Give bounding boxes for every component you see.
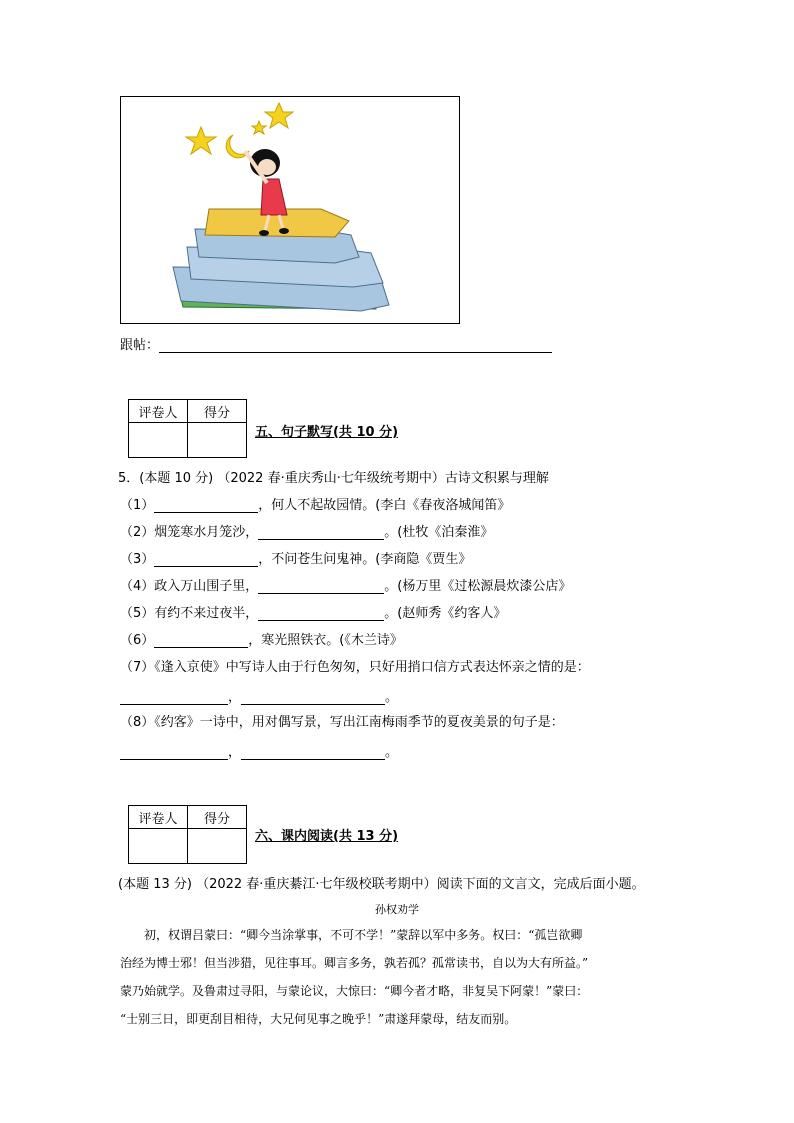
fill-item	[120, 629, 571, 656]
item-before: 烟笼寒水月笼沙，	[154, 525, 259, 540]
score-cell[interactable]	[188, 423, 247, 458]
postscript-blank[interactable]	[159, 338, 552, 353]
star-icon	[252, 121, 266, 134]
answer-blank[interactable]	[120, 690, 228, 705]
postscript-line	[120, 334, 552, 353]
score-cell[interactable]	[188, 829, 247, 864]
answer-blank[interactable]	[241, 745, 385, 760]
passage-line: 初，权谓吕蒙曰：“卿今当涂掌事，不可不学！”蒙辞以军中多务。权曰：“孤岂欲卿	[120, 928, 583, 942]
item-after: 。(杜牧《泊秦淮》	[384, 525, 494, 540]
answer-blank[interactable]	[120, 745, 228, 760]
item-after: 。(杨万里《过松源晨炊漆公店》	[384, 579, 572, 594]
illustration-frame	[120, 96, 460, 324]
passage-line: 蒙乃始就学。及鲁肃过寻阳，与蒙论议，大惊曰：“卿今者才略，非复吴下阿蒙！”蒙曰：	[120, 984, 589, 998]
answer-blank[interactable]	[154, 633, 248, 648]
fill-item	[120, 602, 571, 629]
item-number: （3）	[120, 552, 155, 567]
passage-title: 孙权劝学	[375, 903, 419, 916]
question5-header: 5．(本题 10 分) （2022 春·重庆秀山·七年级统考期中）古诗文积累与理解	[118, 471, 549, 486]
passage-body	[120, 921, 680, 1033]
period: 。	[385, 745, 399, 760]
section5-score-table	[128, 399, 247, 458]
comma: ，	[228, 745, 242, 760]
item-number: （4）	[120, 579, 155, 594]
item7-text: （7）《逢入京使》中写诗人由于行色匆匆，只好用捎口信方式表达怀亲之情的是：	[120, 660, 590, 675]
fill-item	[120, 494, 571, 521]
item-after: ，不问苍生问鬼神。(李商隐《贾生》	[258, 552, 472, 567]
grader-cell[interactable]	[129, 829, 188, 864]
girl-shoe	[279, 228, 289, 234]
answer-blank[interactable]	[154, 552, 258, 567]
period: 。	[385, 690, 399, 705]
score-label: 得分	[188, 400, 247, 423]
score-label: 得分	[188, 806, 247, 829]
section5-title: 五、句子默写(共 10 分)	[255, 425, 399, 440]
star-icon	[186, 127, 216, 154]
answer-blank[interactable]	[154, 498, 258, 513]
comma: ，	[228, 690, 242, 705]
answer-blank[interactable]	[258, 606, 384, 621]
question6-header: (本题 13 分) （2022 春·重庆綦江·七年级校联考期中）阅读下面的文言文，完成后面小题。	[118, 877, 645, 892]
fill-item	[120, 521, 571, 548]
item8-text: （8）《约客》一诗中，用对偶写景，写出江南梅雨季节的夏夜美景的句子是：	[120, 715, 564, 730]
item-number: （2）	[120, 525, 155, 540]
item-before: 有约不来过夜半，	[154, 606, 259, 621]
passage-line: “士别三日，即更刮目相待，大兄何见事之晚乎！”肃遂拜蒙母，结友而别。	[120, 1012, 517, 1026]
answer-blank[interactable]	[241, 690, 385, 705]
item-after: 。(赵师秀《约客人》	[384, 606, 507, 621]
item-number: （6）	[120, 633, 155, 648]
item-after: ，何人不起故园情。(李白《春夜洛城闻笛》	[258, 498, 511, 513]
fill-item	[120, 548, 571, 575]
section6-score-table	[128, 805, 247, 864]
item-after: ，寒光照铁衣。(《木兰诗》	[248, 633, 403, 648]
postscript-label: 跟帖：	[120, 338, 160, 353]
grader-label: 评卷人	[129, 400, 188, 423]
fill-item	[120, 575, 571, 602]
grader-cell[interactable]	[129, 423, 188, 458]
grader-label: 评卷人	[129, 806, 188, 829]
item8-answer	[120, 741, 398, 760]
girl-shoe	[259, 230, 269, 236]
section5-items	[120, 494, 571, 656]
passage-line: 治经为博士邪！但当涉猎，见往事耳。卿言多务，孰若孤？孤常读书，自以为大有所益。”	[120, 956, 589, 970]
girl-dress	[261, 179, 287, 215]
girl-on-books-illustration	[121, 97, 459, 323]
star-icon	[265, 103, 293, 128]
section6-title: 六、课内阅读(共 13 分)	[255, 829, 399, 844]
item-before: 政入万山围子里，	[154, 579, 259, 594]
answer-blank[interactable]	[258, 525, 384, 540]
answer-blank[interactable]	[258, 579, 384, 594]
item-number: （1）	[120, 498, 155, 513]
item7-answer	[120, 686, 398, 705]
item-number: （5）	[120, 606, 155, 621]
